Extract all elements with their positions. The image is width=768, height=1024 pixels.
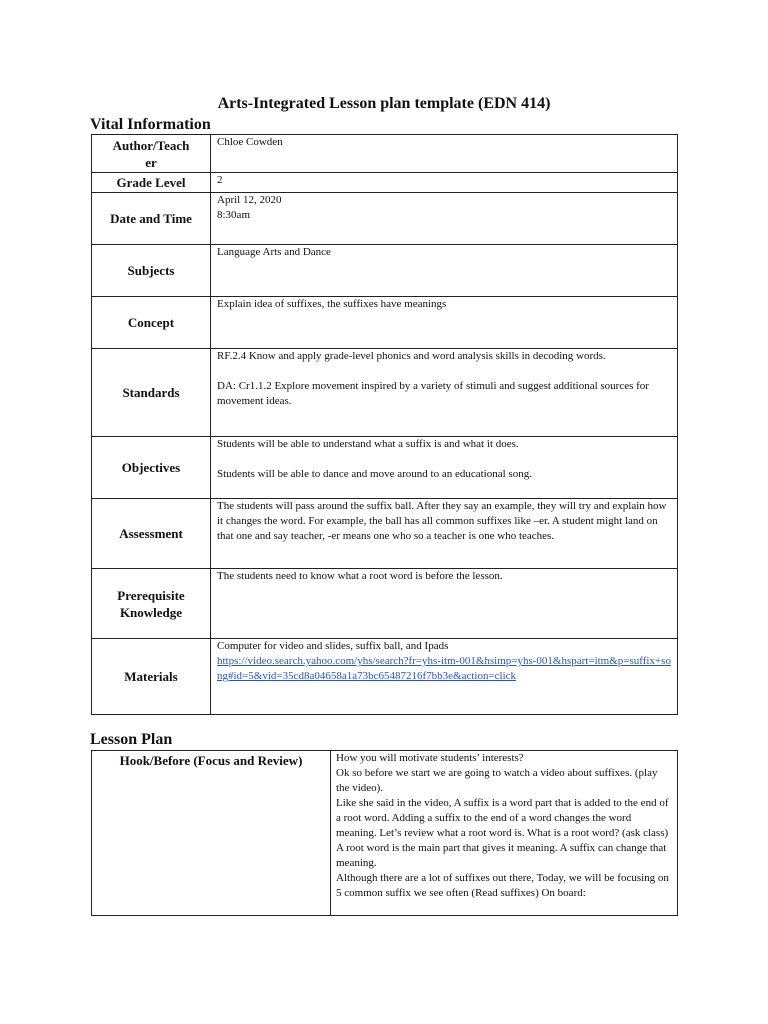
date-row xyxy=(92,193,678,245)
author-row xyxy=(92,135,678,173)
hook-line-1: How you will motivate students’ interests? xyxy=(336,752,524,764)
hook-row xyxy=(92,751,678,916)
assessment-label: Assessment xyxy=(92,499,211,569)
hook-label: Hook/Before (Focus and Review) xyxy=(92,751,331,916)
objective-2: Students will be able to dance and move around to an educational song. xyxy=(217,468,532,480)
grade-value: 2 xyxy=(211,173,678,193)
subjects-row xyxy=(92,245,678,297)
objective-1: Students will be able to understand what a suffix is and what it does. xyxy=(217,438,519,450)
hook-line-4: Although there are a lot of suffixes out there, Today, we will be focusing on 5 common suffix we see often (Read suffixes) On board: xyxy=(336,872,669,899)
grade-label: Grade Level xyxy=(92,173,211,193)
standards-rf: RF.2.4 Know and apply grade-level phonics and word analysis skills in decoding words. xyxy=(217,350,606,362)
author-value: Chloe Cowden xyxy=(211,135,678,173)
materials-value xyxy=(211,639,678,715)
author-label-line1: Author/Teach xyxy=(112,137,190,153)
document-title: Arts-Integrated Lesson plan template (EDN 414) xyxy=(217,95,551,112)
prerequisite-label-line2: Knowledge xyxy=(119,604,183,620)
materials-row xyxy=(92,639,678,715)
lesson-plan-table xyxy=(91,750,678,916)
date-label: Date and Time xyxy=(92,193,211,245)
assessment-row xyxy=(92,499,678,569)
standards-da: DA: Cr1.1.2 Explore movement inspired by a variety of stimuli and suggest additional sources for movement ideas. xyxy=(217,380,649,407)
hook-line-2: Ok so before we start we are going to watch a video about suffixes. (play the video). xyxy=(336,767,658,794)
vital-information-table xyxy=(91,134,678,715)
materials-video-link[interactable]: https://video.search.yahoo.com/yhs/search?fr=yhs-itm-001&hsimp=yhs-001&hspart=itm&p=suffix+song#id=5&vid=35cd8a04658a1a73bc65487216f7bb3e&action=click xyxy=(217,655,671,682)
prerequisite-label-line1: Prerequisite xyxy=(117,587,185,603)
vital-information-heading: Vital Information xyxy=(90,116,211,133)
date-text: April 12, 2020 xyxy=(217,194,282,206)
time-text: 8:30am xyxy=(217,209,250,221)
standards-value xyxy=(211,349,678,437)
prerequisite-value: The students need to know what a root word is before the lesson. xyxy=(211,569,678,639)
prerequisite-row xyxy=(92,569,678,639)
subjects-value: Language Arts and Dance xyxy=(211,245,678,297)
hook-value xyxy=(331,751,678,916)
materials-label: Materials xyxy=(92,639,211,715)
concept-value: Explain idea of suffixes, the suffixes have meanings xyxy=(211,297,678,349)
materials-text: Computer for video and slides, suffix ball, and Ipads xyxy=(217,640,449,652)
standards-label: Standards xyxy=(92,349,211,437)
lesson-plan-heading: Lesson Plan xyxy=(90,731,173,748)
author-label xyxy=(92,135,211,173)
grade-row xyxy=(92,173,678,193)
subjects-label: Subjects xyxy=(92,245,211,297)
objectives-value xyxy=(211,437,678,499)
date-value xyxy=(211,193,678,245)
standards-row xyxy=(92,349,678,437)
concept-label: Concept xyxy=(92,297,211,349)
objectives-label: Objectives xyxy=(92,437,211,499)
objectives-row xyxy=(92,437,678,499)
concept-row xyxy=(92,297,678,349)
prerequisite-label xyxy=(92,569,211,639)
hook-line-3: Like she said in the video, A suffix is a word part that is added to the end of a root word. Adding a suffix to the end of a word changes the word meaning. Let’s review what a root word is. What is a root word? (ask class) A root word is the main part that gives it meaning. A suffix can change that meaning. xyxy=(336,797,669,869)
assessment-value: The students will pass around the suffix ball. After they say an example, they will try and explain how it changes the word. For example, the ball has all common suffixes like –er. A student might land on that one and say teacher, -er means one who so a teacher is one who teaches. xyxy=(211,499,678,569)
author-label-line2: er xyxy=(145,154,157,170)
